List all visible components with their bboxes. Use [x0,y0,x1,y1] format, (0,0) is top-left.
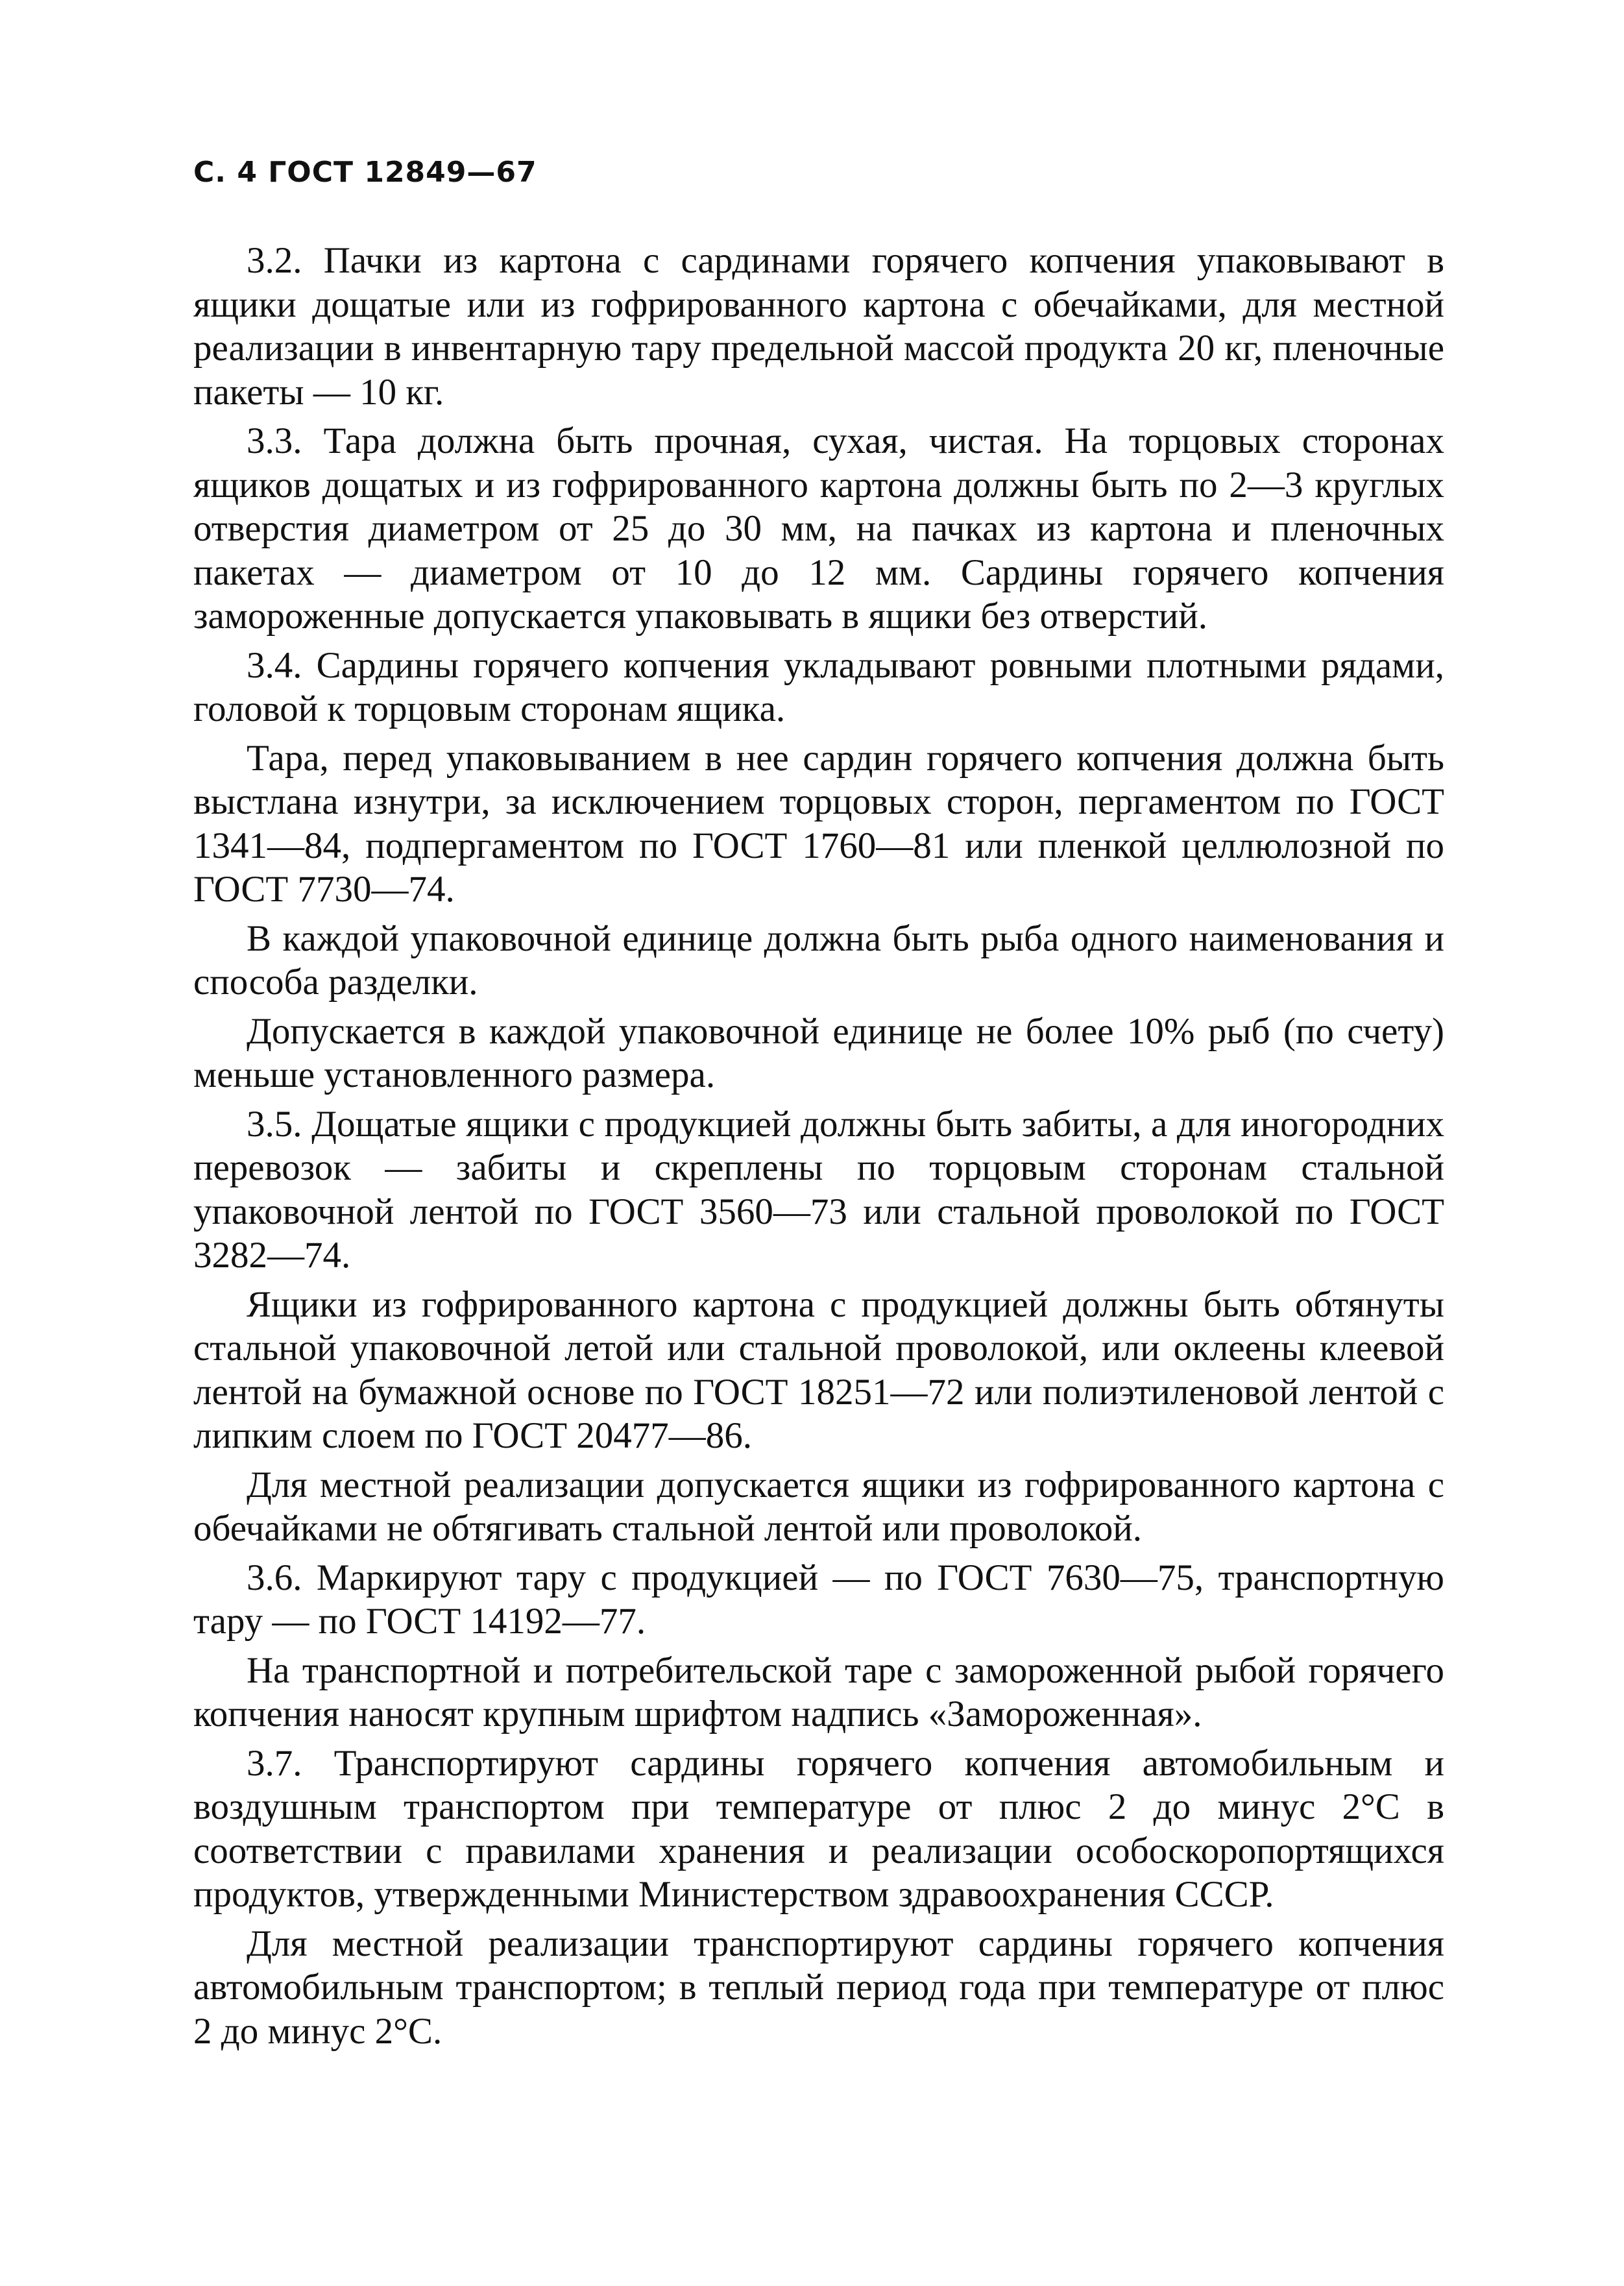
page-header: С. 4 ГОСТ 12849—67 [193,156,537,189]
paragraph-3-5-corrugated: Ящики из гофрированного картона с продукцией должны быть обтянуты стальной упаковочной летой или стальной проволокой, или оклеены клеевой лентой на бумажной основе по ГОСТ 18251—72 или полиэтиленовой лентой с липким слоем по ГОСТ 20477—86. [193,1283,1444,1456]
paragraph-3-6: 3.6. Маркируют тару с продукцией — по ГОСТ 7630—75, транспортную тару — по ГОСТ 14192—77. [193,1557,1444,1642]
document-body [193,239,1444,2058]
paragraph-3-4-tolerance: Допускается в каждой упаковочной единице не более 10% рыб (по счету) меньше установленного размера. [193,1010,1444,1095]
paragraph-3-3: 3.3. Тара должна быть прочная, сухая, чистая. На торцовых сторонах ящиков дощатых и из гофрированного картона должны быть по 2—3 круглых отверстия диаметром от 25 до 30 мм, на пачках из картона и пленочных пакетах — диаметром от 10 до 12 мм. Сардины горячего копчения замороженные допускается упаковывать в ящики без отверстий. [193,420,1444,637]
paragraph-3-2: 3.2. Пачки из картона с сардинами горячего копчения упаковывают в ящики дощатые или из гофрированного картона с обечайками, для местной реализации в инвентарную тару предельной массой продукта 20 кг, пленочные пакеты — 10 кг. [193,240,1444,413]
paragraph-3-7: 3.7. Транспортируют сардины горячего копчения автомобильным и воздушным транспортом при температуре от плюс 2 до минус 2°С в соответствии с правилами хранения и реализации особоскоропортящихся продуктов, утвержденными Министерством здравоохранения СССР. [193,1742,1444,1915]
paragraph-3-4-lining: Тара, перед упаковыванием в нее сардин горячего копчения должна быть выстлана изнутри, за исключением торцовых сторон, пергаментом по ГОСТ 1341—84, подпергаментом по ГОСТ 1760—81 или пленкой целлюлозной по ГОСТ 7730—74. [193,737,1444,910]
paragraph-3-7-local: Для местной реализации транспортируют сардины горячего копчения автомобильным транспортом; в теплый период года при температуре от плюс 2 до минус 2°С. [193,1923,1444,2052]
paragraph-3-5-local: Для местной реализации допускается ящики из гофрированного картона с обечайками не обтягивать стальной лентой или проволокой. [193,1464,1444,1549]
paragraph-3-5: 3.5. Дощатые ящики с продукцией должны быть забиты, а для иногородних перевозок — забиты и скреплены по торцовым сторонам стальной упаковочной лентой по ГОСТ 3560—73 или стальной проволокой по ГОСТ 3282—74. [193,1103,1444,1276]
paragraph-3-4-same-fish: В каждой упаковочной единице должна быть рыба одного наименования и способа разделки. [193,918,1444,1003]
paragraph-3-4: 3.4. Сардины горячего копчения укладывают ровными плотными рядами, головой к торцовым сторонам ящика. [193,644,1444,729]
paragraph-3-6-frozen-label: На транспортной и потребительской таре с замороженной рыбой горячего копчения наносят крупным шрифтом надпись «Замороженная». [193,1649,1444,1734]
